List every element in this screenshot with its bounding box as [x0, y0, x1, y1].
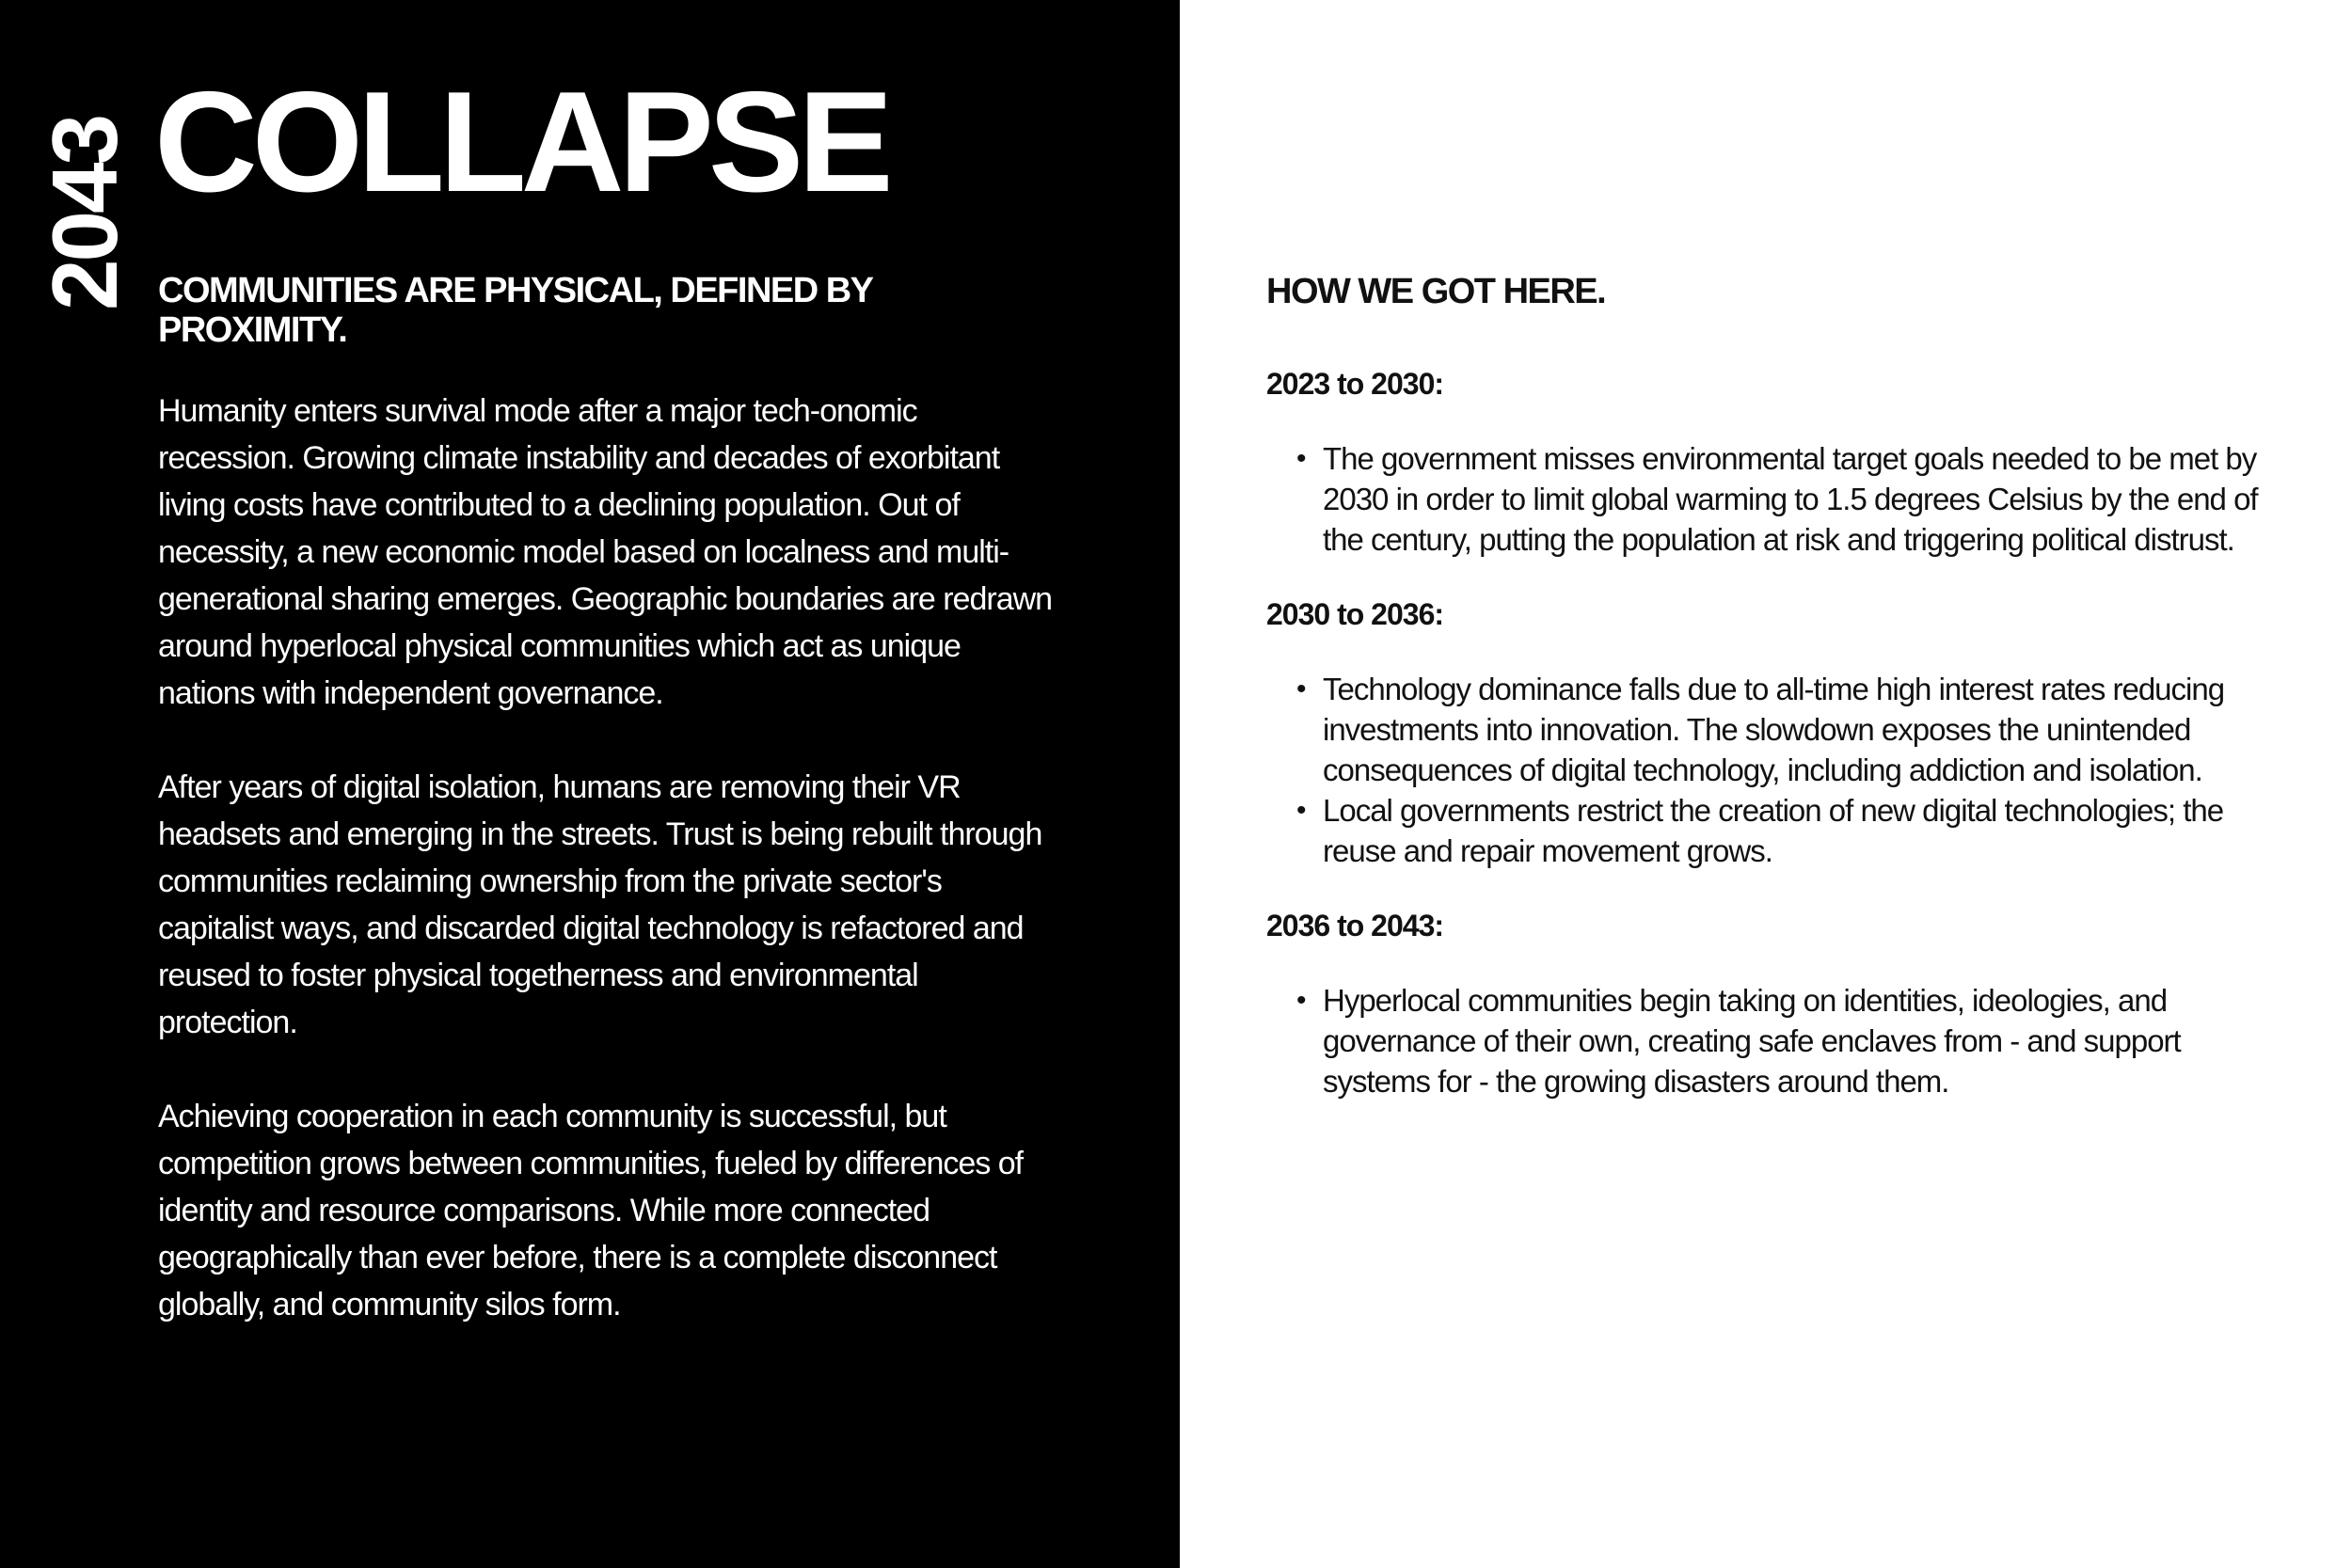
- description-paragraph: Achieving cooperation in each community is successful, but competition grows between communities, fueled by differences of identity and resource comparisons. While more connected geographically than ever before, there is a complete disconnect globally, and community silos form.: [158, 1099, 1024, 1323]
- history-heading: HOW WE GOT HERE.: [1266, 272, 1606, 311]
- scenario-description: [158, 388, 1061, 1375]
- bullet-text: Local governments restrict the creation of new digital technologies; the reuse and repair movement grows.: [1323, 793, 2224, 868]
- history-timeline: [1266, 269, 2282, 1135]
- scenario-subtitle: COMMUNITIES ARE PHYSICAL, DEFINED BY PROXIMITY.: [158, 271, 872, 350]
- period-bullet-list: [1266, 669, 2282, 871]
- bullet-text: Hyperlocal communities begin taking on identities, ideologies, and governance of their own, creating safe enclaves from - and support systems for - the growing disasters around them.: [1323, 983, 2181, 1099]
- list-item: [1296, 438, 2282, 560]
- year-label: 2043: [33, 116, 136, 310]
- bullet-icon: •: [1296, 673, 1306, 705]
- period-label: 2030 to 2036:: [1266, 597, 1444, 631]
- list-item: [1296, 669, 2282, 790]
- bullet-text: The government misses environmental target goals needed to be met by 2030 in order to limit global warming to 1.5 degrees Celsius by the end of the century, putting the population at risk and triggering political distrust.: [1323, 441, 2258, 557]
- timeline-period: [1266, 594, 2282, 871]
- bullet-icon: •: [1296, 795, 1306, 826]
- description-paragraph: After years of digital isolation, humans are removing their VR headsets and emerging in the streets. Trust is being rebuilt through communities reclaiming ownership from the private sector's capitalist ways, and discarded digital technology is refactored and reused to foster physical togetherness and environmental protection.: [158, 769, 1042, 1040]
- scenario-title: COLLAPSE: [154, 62, 888, 222]
- period-bullet-list: [1266, 438, 2282, 560]
- list-item: [1296, 980, 2282, 1101]
- timeline-period: [1266, 905, 2282, 1101]
- history-panel: [1180, 0, 2352, 1568]
- bullet-icon: •: [1296, 443, 1306, 474]
- list-item: [1296, 790, 2282, 871]
- description-paragraph: Humanity enters survival mode after a major tech-onomic recession. Growing climate instability and decades of exorbitant living costs have contributed to a declining population. Out of necessity, a new economic model based on localness and multi-generational sharing emerges. Geographic boundaries are redrawn around hyperlocal physical communities which act as unique nations with independent governance.: [158, 393, 1053, 711]
- bullet-icon: •: [1296, 985, 1306, 1016]
- bullet-text: Technology dominance falls due to all-time high interest rates reducing investments into innovation. The slowdown exposes the unintended consequences of digital technology, including addiction and isolation.: [1323, 672, 2225, 787]
- period-bullet-list: [1266, 980, 2282, 1101]
- period-label: 2023 to 2030:: [1266, 367, 1444, 401]
- period-label: 2036 to 2043:: [1266, 909, 1444, 942]
- timeline-period: [1266, 363, 2282, 560]
